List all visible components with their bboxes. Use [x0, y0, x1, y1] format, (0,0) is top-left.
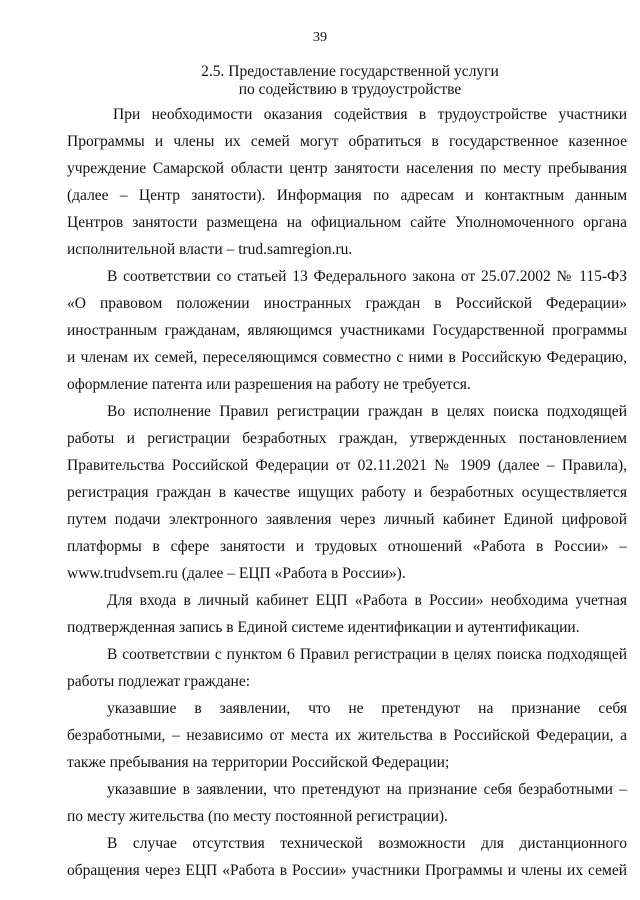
text-line: безработными, – независимо от места их жительства в Российской Федерации, а	[67, 727, 627, 744]
text-line: указавшие в заявлении, что претендуют на признание себя безработными –	[107, 781, 627, 798]
text-line: (далее – Центр занятости). Информация по адресам и контактным данным	[67, 187, 627, 204]
text-line: подтвержденная запись в Единой системе идентификации и аутентификации.	[67, 619, 580, 636]
text-line: и членам их семей, переселяющимся совместно с ними в Российскую Федерацию,	[67, 349, 627, 366]
paragraph	[67, 398, 627, 587]
text-line: Центров занятости размещена на официальном сайте Уполномоченного органа	[67, 214, 627, 231]
text-line: В соответствии с пунктом 6 Правил регистрации в целях поиска подходящей	[107, 646, 627, 663]
text-line: Для входа в личный кабинет ЕЦП «Работа в России» необходима учетная	[107, 592, 627, 609]
paragraph	[67, 101, 627, 263]
section-heading	[150, 63, 550, 99]
text-line: регистрация граждан в качестве ищущих работу и безработных осуществляется	[67, 484, 627, 501]
text-line: исполнительной власти – trud.samregion.ru.	[67, 241, 353, 258]
text-line: также пребывания на территории Российской Федерации;	[67, 754, 450, 771]
document-body	[67, 101, 627, 884]
text-line: При необходимости оказания содействия в трудоустройстве участники	[113, 106, 627, 123]
text-line: работы подлежат граждане:	[67, 673, 251, 690]
text-line: путем подачи электронного заявления через личный кабинет Единой цифровой	[67, 511, 627, 528]
text-line: «О правовом положении иностранных граждан в Российской Федерации»	[67, 295, 627, 312]
paragraph	[67, 641, 627, 695]
text-line: по месту жительства (по месту постоянной регистрации).	[67, 808, 448, 825]
paragraph	[67, 776, 627, 830]
paragraph	[67, 263, 627, 398]
text-line: Во исполнение Правил регистрации граждан в целях поиска подходящей	[107, 403, 627, 420]
text-line: указавшие в заявлении, что не претендуют на признание себя	[107, 700, 627, 717]
text-line: www.trudvsem.ru (далее – ЕЦП «Работа в России»).	[67, 565, 406, 582]
text-line: иностранным гражданам, являющимся участниками Государственной программы	[67, 322, 627, 339]
text-line: оформление патента или разрешения на работу не требуется.	[67, 376, 471, 393]
text-line: В соответствии со статьей 13 Федерального закона от 25.07.2002 № 115-ФЗ	[107, 268, 627, 285]
text-line: платформы в сфере занятости и трудовых отношений «Работа в России» –	[67, 538, 627, 555]
text-line: В случае отсутствия технической возможности для дистанционного	[107, 835, 627, 852]
section-heading-line: 2.5. Предоставление государственной услуги	[201, 63, 499, 80]
text-line: обращения через ЕЦП «Работа в России» участники Программы и члены их семей	[67, 862, 627, 879]
paragraph	[67, 830, 627, 884]
paragraph	[67, 695, 627, 776]
text-line: работы и регистрации безработных граждан, утвержденных постановлением	[67, 430, 627, 447]
text-line: Правительства Российской Федерации от 02.11.2021 № 1909 (далее – Правила),	[67, 457, 627, 474]
text-line: Программы и члены их семей могут обратиться в государственное казенное	[67, 133, 627, 150]
page-number: 39	[313, 30, 327, 45]
paragraph	[67, 587, 627, 641]
section-heading-line: по содействию в трудоустройстве	[238, 81, 462, 98]
text-line: учреждение Самарской области центр занятости населения по месту пребывания	[67, 160, 627, 177]
